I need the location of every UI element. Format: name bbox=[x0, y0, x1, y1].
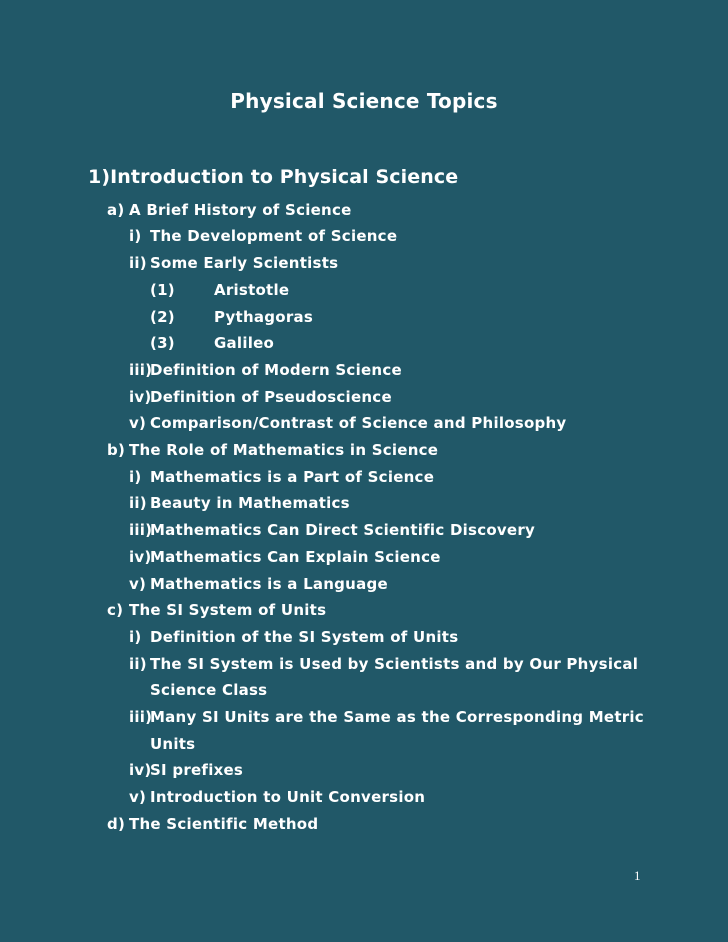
outline-text: Many SI Units are the Same as the Corresponding Metric bbox=[150, 708, 644, 726]
outline-label: ii) bbox=[129, 254, 147, 272]
outline-text: The Development of Science bbox=[150, 227, 398, 245]
outline-text: Introduction to Unit Conversion bbox=[150, 788, 426, 806]
outline-text: Units bbox=[150, 735, 196, 753]
outline-label: b) bbox=[107, 441, 126, 459]
outline-label: iii) bbox=[129, 708, 153, 726]
page-title: Physical Science Topics bbox=[230, 89, 498, 113]
outline-label: iii) bbox=[129, 521, 153, 539]
outline-text: The SI System is Used by Scientists and by Our Physical bbox=[150, 655, 639, 673]
outline-text: A Brief History of Science bbox=[129, 201, 352, 219]
section-number: 1) bbox=[88, 166, 111, 188]
outline-label: c) bbox=[107, 601, 124, 619]
page-number: 1 bbox=[634, 868, 641, 883]
outline-text: The SI System of Units bbox=[129, 601, 327, 619]
outline-text: Beauty in Mathematics bbox=[150, 494, 350, 512]
outline-label: iv) bbox=[129, 388, 152, 406]
outline-label: d) bbox=[107, 815, 126, 833]
outline-text: The Role of Mathematics in Science bbox=[129, 441, 439, 459]
outline-text: Mathematics is a Language bbox=[150, 575, 388, 593]
section-heading bbox=[88, 166, 458, 188]
outline-label: iv) bbox=[129, 761, 152, 779]
outline-label: i) bbox=[129, 468, 142, 486]
outline-label: i) bbox=[129, 227, 142, 245]
outline-label: iv) bbox=[129, 548, 152, 566]
outline-label: v) bbox=[129, 414, 147, 432]
outline-text: Galileo bbox=[214, 334, 275, 352]
outline-label: a) bbox=[107, 201, 125, 219]
outline-text: Mathematics Can Direct Scientific Discovery bbox=[150, 521, 536, 539]
outline-label: ii) bbox=[129, 494, 147, 512]
outline-label: iii) bbox=[129, 361, 153, 379]
outline-label: v) bbox=[129, 575, 147, 593]
outline-label: (1) bbox=[150, 281, 175, 299]
section-title-text: Introduction to Physical Science bbox=[110, 166, 459, 188]
outline-text: Pythagoras bbox=[214, 308, 314, 326]
outline-text: SI prefixes bbox=[150, 761, 244, 779]
outline-text: Definition of Pseudoscience bbox=[150, 388, 392, 406]
outline-label: i) bbox=[129, 628, 142, 646]
outline-label: (3) bbox=[150, 334, 175, 352]
outline-text: Comparison/Contrast of Science and Philosophy bbox=[150, 414, 567, 432]
outline-label: (2) bbox=[150, 308, 175, 326]
outline-text: Definition of the SI System of Units bbox=[150, 628, 459, 646]
outline-text: Mathematics Can Explain Science bbox=[150, 548, 441, 566]
outline-text: Definition of Modern Science bbox=[150, 361, 402, 379]
outline-text: Some Early Scientists bbox=[150, 254, 339, 272]
outline-text: Science Class bbox=[150, 681, 268, 699]
outline-text: Aristotle bbox=[214, 281, 290, 299]
outline-text: Mathematics is a Part of Science bbox=[150, 468, 435, 486]
outline-label: v) bbox=[129, 788, 147, 806]
outline-text: The Scientific Method bbox=[129, 815, 319, 833]
outline-label: ii) bbox=[129, 655, 147, 673]
